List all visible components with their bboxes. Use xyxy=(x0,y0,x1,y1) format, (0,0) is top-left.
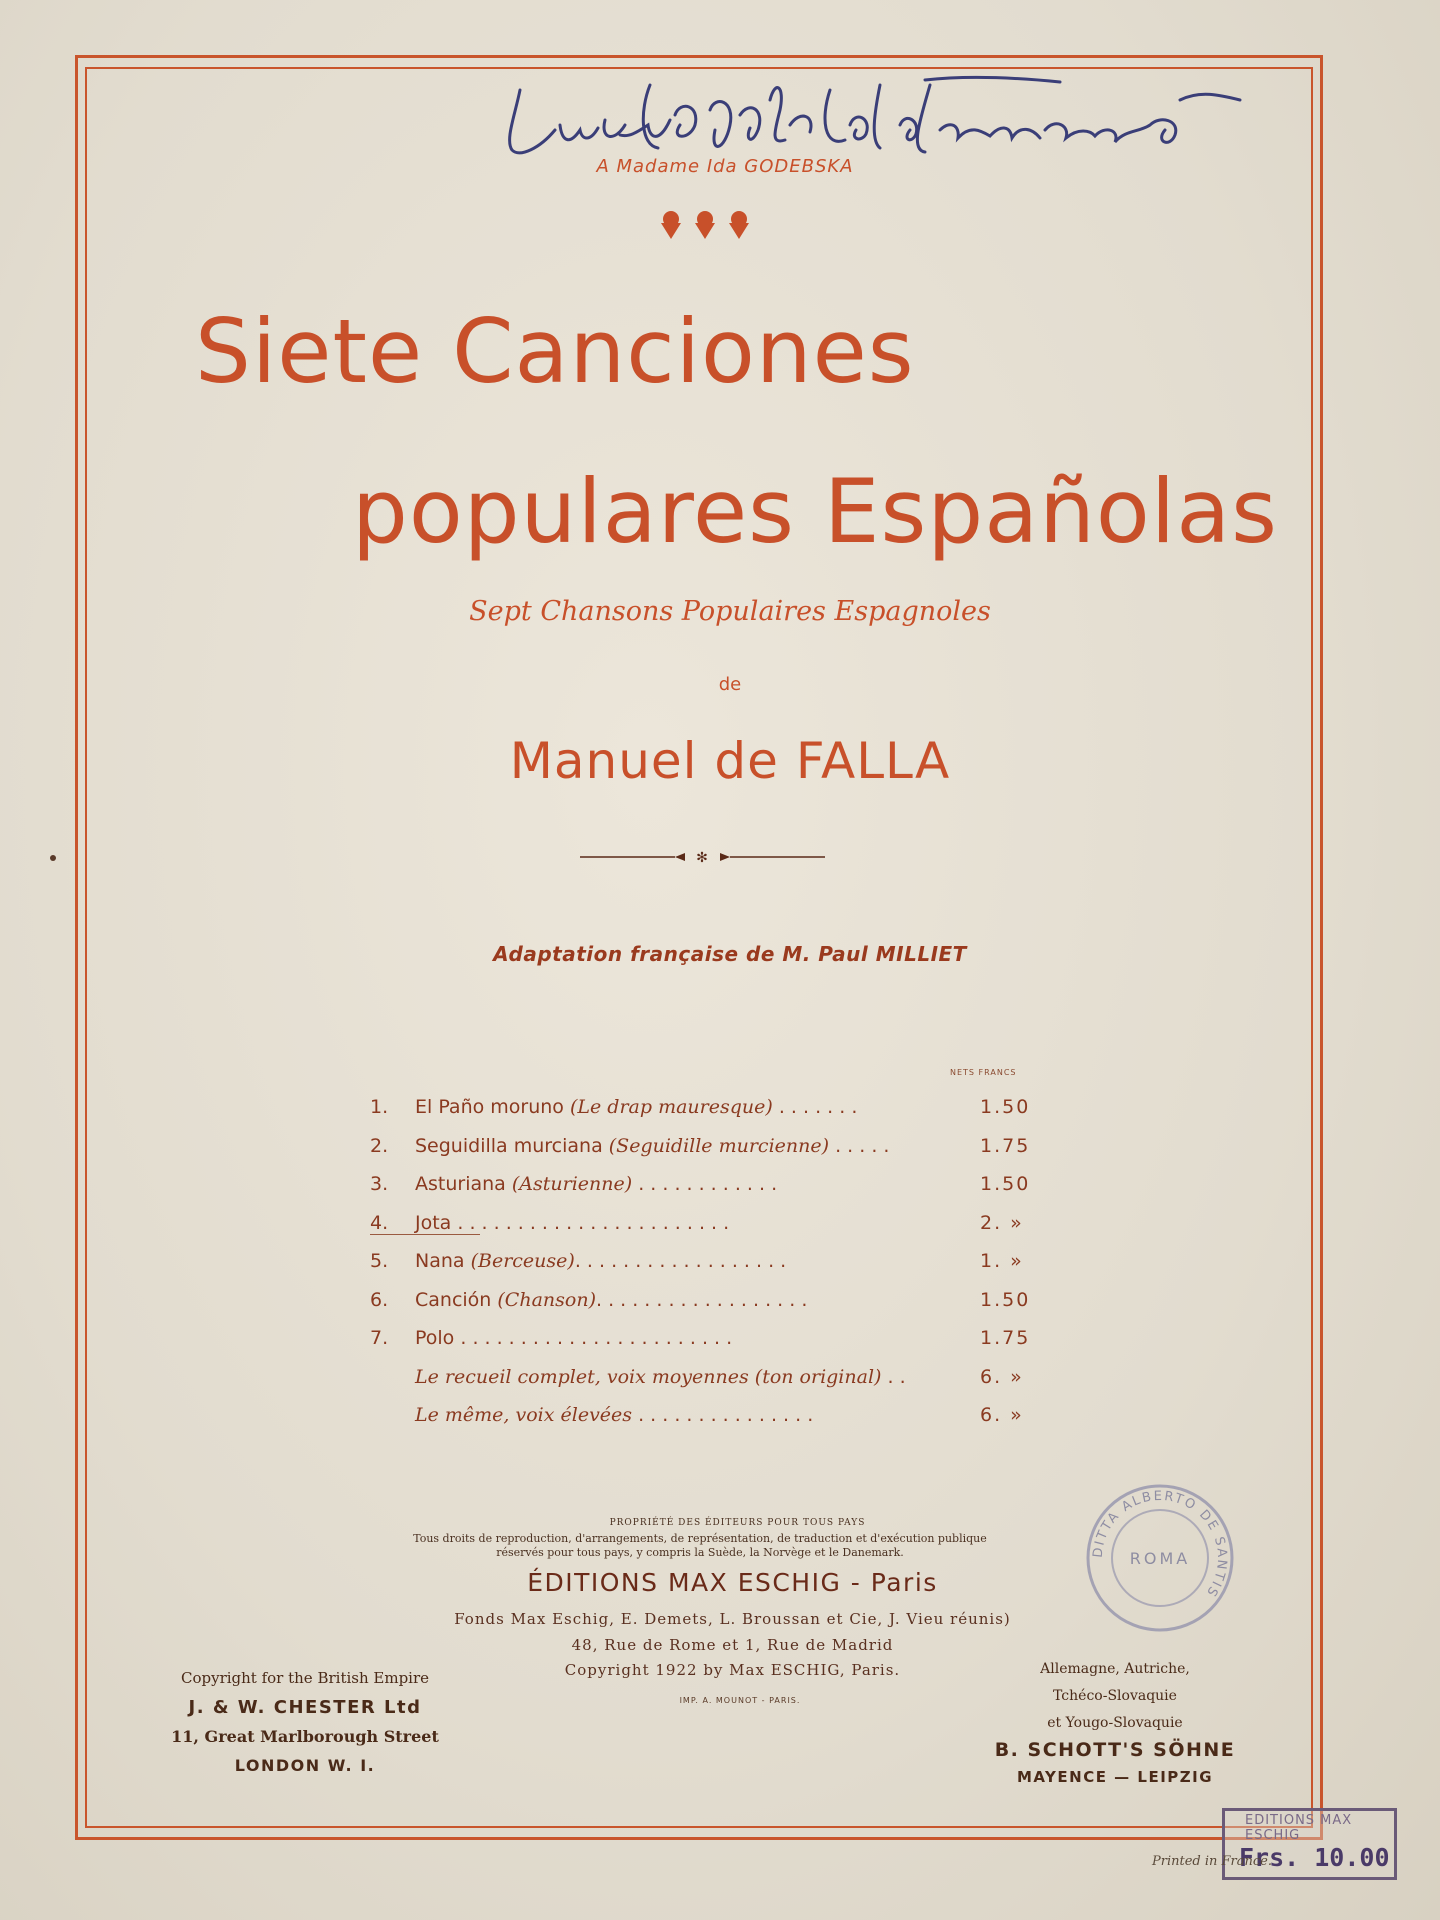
list-item xyxy=(370,1127,1030,1166)
list-item xyxy=(370,1165,1030,1204)
svg-text:ROMA: ROMA xyxy=(1129,1549,1191,1568)
song-title: Le même, voix élevées . . . . . . . . . . . . . . . xyxy=(415,1404,814,1426)
subtitle: Sept Chansons Populaires Espagnoles xyxy=(469,596,991,627)
song-title: Canción (Chanson). . . . . . . . . . . . . . . . . . xyxy=(415,1288,808,1311)
song-price: 6. » xyxy=(980,1404,1024,1426)
stamp-price: Frs. 10.00 xyxy=(1239,1843,1390,1872)
song-price: 1.50 xyxy=(980,1173,1031,1195)
title-line-2: populares Españolas xyxy=(352,460,1278,563)
song-number: 2. xyxy=(370,1134,389,1157)
list-item xyxy=(370,1088,1030,1127)
legal-heading: PROPRIÉTÉ DES ÉDITEURS POUR TOUS PAYS xyxy=(609,1518,866,1528)
song-number: 6. xyxy=(370,1288,389,1311)
song-number: 3. xyxy=(370,1173,389,1195)
agent-city: MAYENCE — LEIPZIG xyxy=(1016,1768,1214,1786)
song-title: Seguidilla murciana (Seguidille murcienne) . . . . . xyxy=(415,1134,890,1157)
legal-text: Tous droits de reproduction, d'arrangements, de représentation, de traduction et d'exécution publique réservés pour tous pays, y compris la Suède, la Norvège et le Danemark. xyxy=(413,1532,987,1559)
german-agent xyxy=(955,1656,1275,1791)
printer-credit: IMP. A. MOUNOT - PARIS. xyxy=(679,1696,801,1705)
composer-name: Manuel de FALLA xyxy=(509,732,951,790)
song-number: 7. xyxy=(370,1327,389,1349)
stray-mark xyxy=(50,855,56,861)
song-price: 1.50 xyxy=(980,1096,1031,1118)
agent-line: Tchéco-Slovaquie xyxy=(1053,1688,1177,1704)
by-label: de xyxy=(718,674,742,695)
publisher-funds: Fonds Max Eschig, E. Demets, L. Broussan et Cie, J. Vieu réunis) xyxy=(454,1610,1011,1628)
song-title: Jota . . . . . . . . . . . . . . . . . . . . . . . xyxy=(415,1211,730,1234)
agent-address: 11, Great Marlborough Street xyxy=(171,1727,439,1746)
song-number: 4. xyxy=(370,1211,389,1234)
song-price: 1.75 xyxy=(980,1327,1031,1349)
list-item xyxy=(370,1319,1030,1358)
ornament-icon xyxy=(655,205,755,241)
list-item xyxy=(370,1242,1030,1281)
printed-in: Printed in France. xyxy=(1152,1854,1272,1869)
agent-line: Copyright for the British Empire xyxy=(180,1669,430,1687)
list-item xyxy=(370,1358,1030,1397)
svg-text:✻: ✻ xyxy=(696,850,708,866)
dealer-stamp xyxy=(1080,1478,1240,1638)
song-price: 1. » xyxy=(980,1250,1024,1272)
agent-city: LONDON W. I. xyxy=(234,1756,376,1775)
price-header: NETS FRANCS xyxy=(950,1068,1017,1077)
list-item xyxy=(370,1281,1030,1320)
copyright-line: Copyright 1922 by Max ESCHIG, Paris. xyxy=(564,1661,901,1679)
song-title: El Paño moruno (Le drap mauresque) . . . . . . . xyxy=(415,1096,858,1118)
divider-ornament xyxy=(580,846,825,868)
list-item xyxy=(370,1204,1030,1243)
svg-text:DITTA ALBERTO DE SANTIS: DITTA ALBERTO DE SANTIS xyxy=(1090,1488,1230,1601)
stamp-publisher: EDITIONS MAX ESCHIG xyxy=(1245,1813,1353,1843)
list-item xyxy=(370,1396,1030,1435)
song-price: 1.75 xyxy=(980,1134,1031,1157)
dedication: A Madame Ida GODEBSKA xyxy=(596,156,854,177)
publisher-name: ÉDITIONS MAX ESCHIG - Paris xyxy=(527,1568,938,1597)
song-title: Nana (Berceuse). . . . . . . . . . . . . . . . . . xyxy=(415,1250,787,1272)
agent-name: J. & W. CHESTER Ltd xyxy=(188,1697,422,1718)
price-stamp xyxy=(1222,1808,1397,1880)
song-title: Polo . . . . . . . . . . . . . . . . . . . . . . . xyxy=(415,1327,733,1349)
agent-name: B. SCHOTT'S SÖHNE xyxy=(994,1739,1236,1761)
agent-line: Allemagne, Autriche, xyxy=(1040,1661,1190,1677)
song-price: 2. » xyxy=(980,1211,1024,1234)
british-agent xyxy=(130,1664,480,1780)
agent-line: et Yougo-Slovaquie xyxy=(1047,1715,1183,1731)
song-price: 1.50 xyxy=(980,1288,1031,1311)
handwritten-signature xyxy=(500,70,1260,165)
table-of-contents xyxy=(370,1088,1030,1435)
title-line-1: Siete Canciones xyxy=(195,300,915,403)
song-number: 5. xyxy=(370,1250,389,1272)
song-title: Asturiana (Asturienne) . . . . . . . . . . . . xyxy=(415,1173,778,1195)
song-title: Le recueil complet, voix moyennes (ton original) . . xyxy=(415,1365,906,1388)
publisher-address: 48, Rue de Rome et 1, Rue de Madrid xyxy=(571,1636,894,1654)
song-price: 6. » xyxy=(980,1365,1024,1388)
adaptation-credit: Adaptation française de M. Paul MILLIET xyxy=(493,942,967,966)
song-number: 1. xyxy=(370,1096,389,1118)
